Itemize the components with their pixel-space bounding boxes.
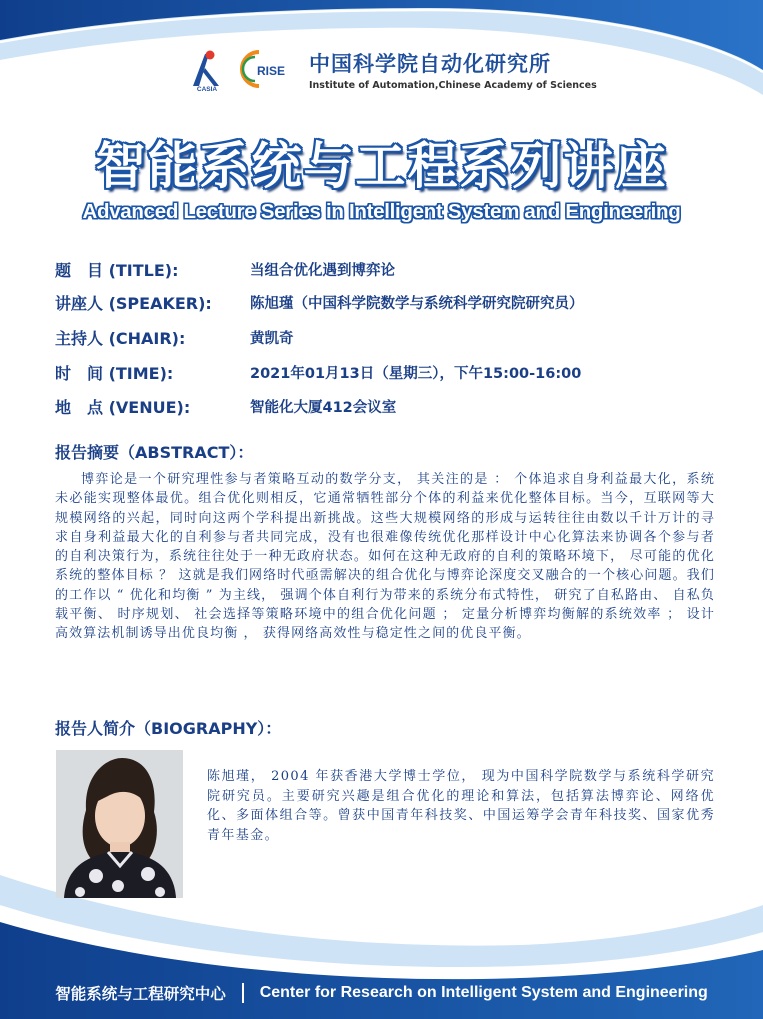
speaker-label: 讲座人 (SPEAKER): <box>55 293 212 313</box>
casia-logo <box>185 46 229 92</box>
biography-text: 陈旭瑾， 2004 年获香港大学博士学位， 现为中国科学院数学与系统科学研究院研究员。主要研究兴趣是组合优化的理论和算法，包括算法博弈论、网络优化、多面体组合等。曾获中国青年科技奖、中国运筹学会青年科技奖、国家优秀青年基金。 <box>207 769 715 843</box>
chair-value: 黄凯奇 <box>250 330 294 347</box>
speaker-photo <box>56 750 183 898</box>
title-label: 题 目 (TITLE): <box>55 260 179 280</box>
rise-logo-text: RISE <box>256 64 286 78</box>
biography-heading: 报告人简介（BIOGRAPHY）： <box>55 719 282 738</box>
footer-center-cn: 智能系统与工程研究中心 <box>55 985 226 1003</box>
info-row-chair <box>55 325 294 349</box>
time-label: 时 间 (TIME): <box>55 363 174 383</box>
institute-name-cn: 中国科学院自动化研究所 <box>309 51 551 76</box>
time-value: 2021年01月13日（星期三），下午15:00-16:00 <box>250 365 582 382</box>
footer-divider <box>242 983 244 1003</box>
chair-label: 主持人 (CHAIR): <box>55 328 186 348</box>
venue-label: 地 点 (VENUE): <box>55 397 191 417</box>
poster-title-cn: 智能系统与工程系列讲座 <box>95 137 668 195</box>
venue-value: 智能化大厦412会议室 <box>250 399 397 416</box>
speaker-value: 陈旭瑾（中国科学院数学与系统科学研究院研究员） <box>250 295 584 312</box>
info-row-title <box>55 257 395 281</box>
title-value: 当组合优化遇到博弈论 <box>250 262 395 279</box>
institute-name-block <box>309 48 597 91</box>
footer-bar <box>0 975 763 1011</box>
casia-logo-text: CASIA <box>196 86 218 92</box>
info-row-time <box>55 360 581 384</box>
abstract-heading: 报告摘要（ABSTRACT）： <box>55 443 254 462</box>
abstract-text: 博弈论是一个研究理性参与者策略互动的数学分支， 其关注的是 ： 个体追求自身利益最大化，系统未必能实现整体最优。组合优化则相反，它通常牺牲部分个体的利益来优化整体目标。当今，互联网等大规模网络的兴起，同时向这两个学科提出新挑战。这些大规模网络的形成与运转往往由数以千计万计的寻求自身利益最大化的自利参与者共同完成，没有也很难像传统优化那样设计中心化算法来协调各个参与者的自利决策行为，系统往往处于一种无政府状态。如何在这种无政府的自利的策略环境下， 尽可能的优化系统的整体目标 ？ 这就是我们网络时代亟需解决的组合优化与博弈论深度交叉融合的一个核心问题。我们的工作以 “ 优化和均衡 ” 为主线， 强调个体自利行为带来的系统分布式特性， 研究了自私路由、 自私负载平衡、 时序规划、 社会选择等策略环境中的组合优化问题 ； 定量分析博弈均衡解的系统效率 ； 设计高效算法机制诱导出优良均衡 ， 获得网络高效性与稳定性之间的优良平衡。 <box>55 472 715 642</box>
poster-title-en: Advanced Lecture Series in Intelligent System and Engineering <box>82 200 681 223</box>
institute-name-en: Institute of Automation,Chinese Academy of Sciences <box>309 79 597 91</box>
info-row-venue <box>55 394 396 418</box>
info-row-speaker <box>55 290 584 314</box>
header-logos <box>185 44 597 94</box>
footer-center-en: Center for Research on Intelligent System and Engineering <box>259 984 708 1001</box>
rise-logo <box>237 46 295 92</box>
